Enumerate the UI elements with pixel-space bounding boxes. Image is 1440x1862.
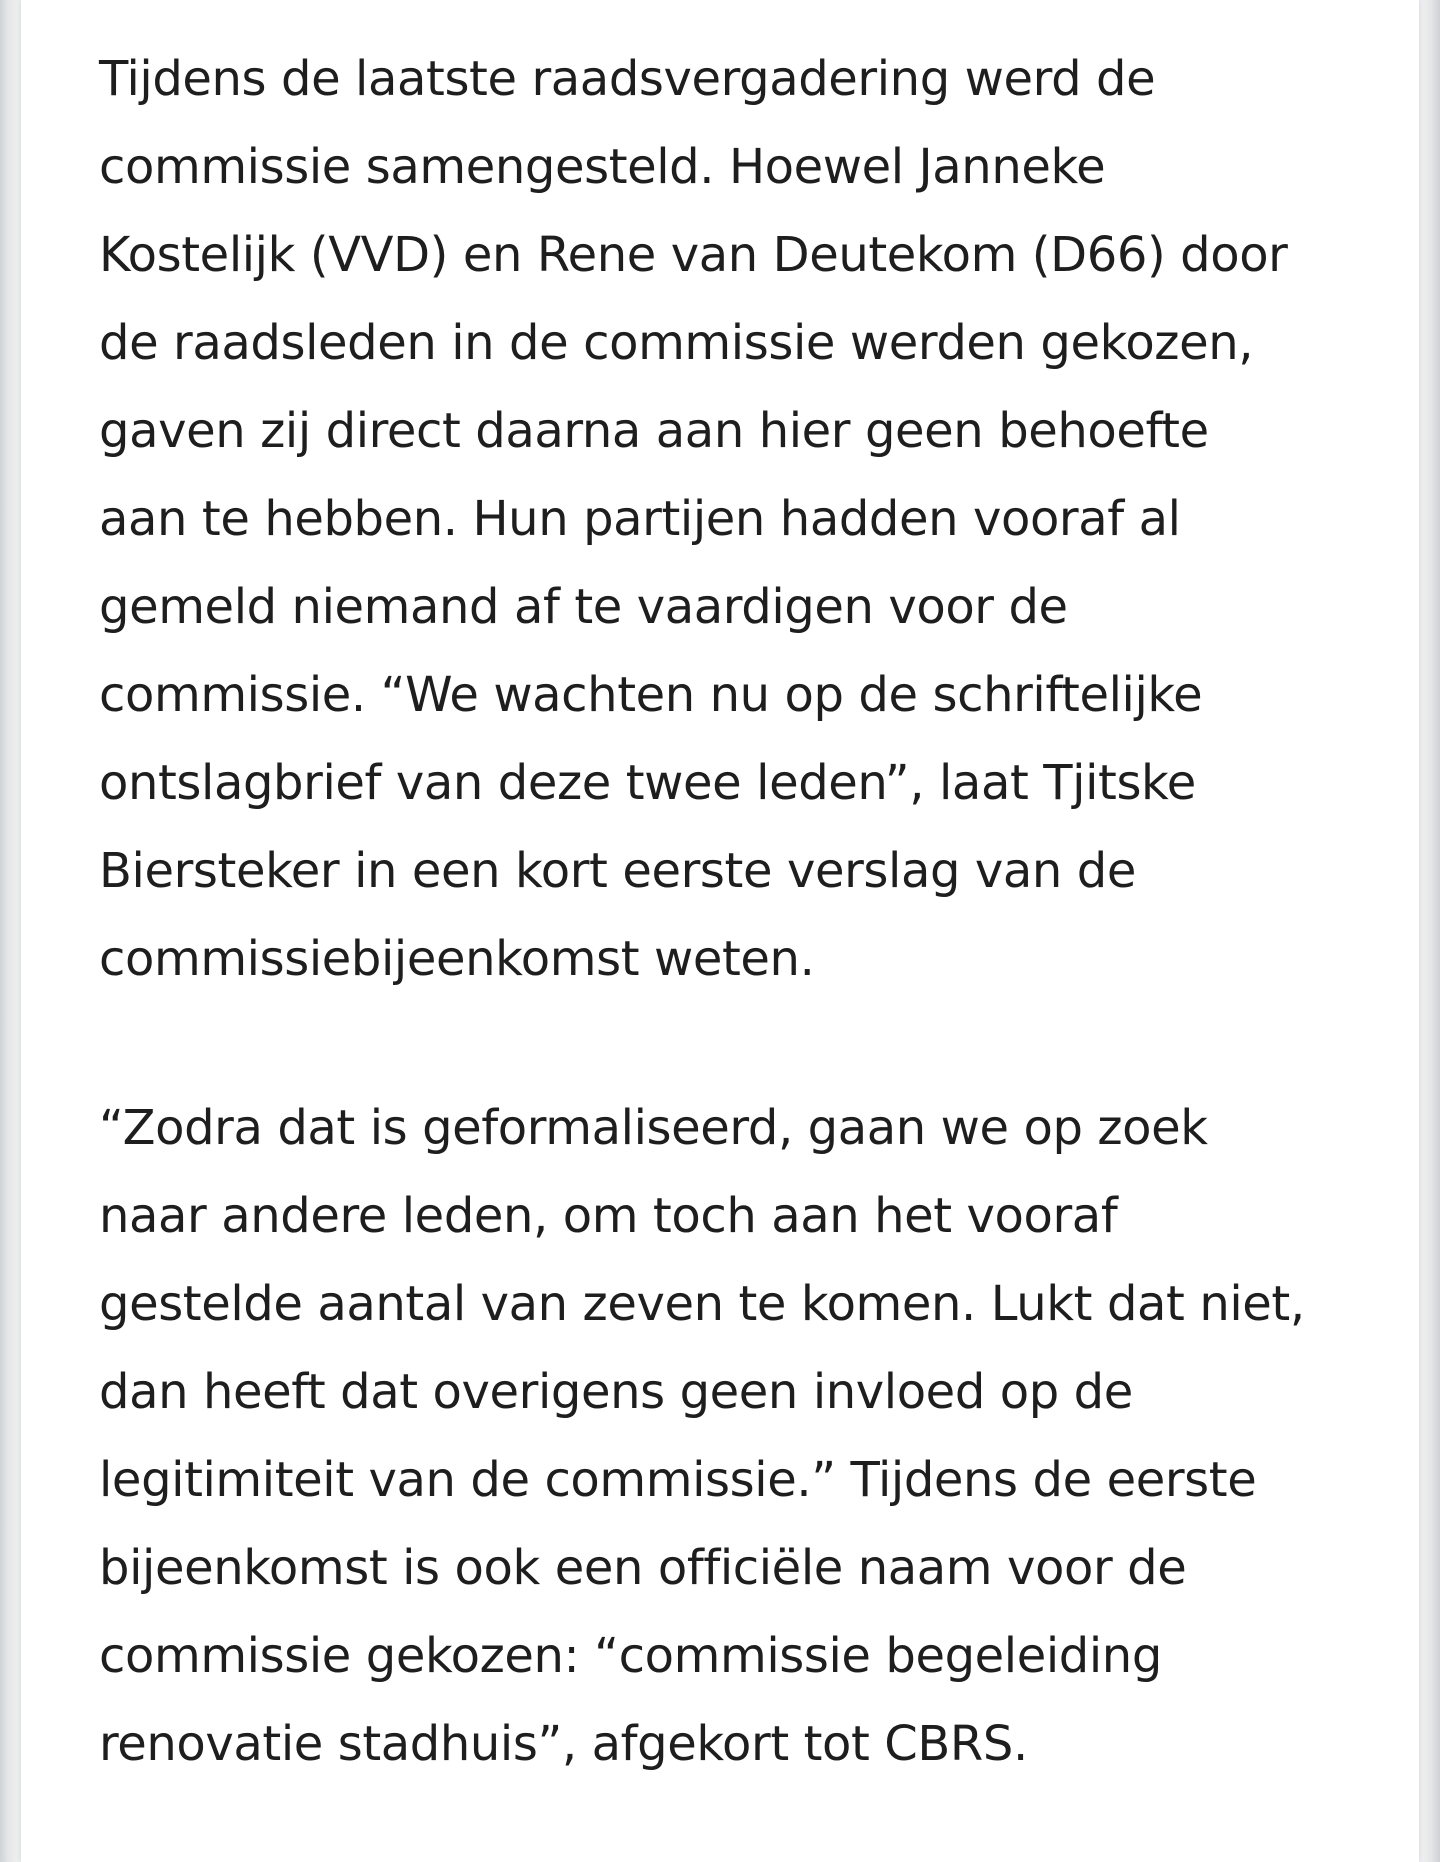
paragraph-1-line-6: aan te hebben. Hun partijen hadden vooraf al	[99, 491, 1181, 547]
paragraph-1-line-10: Biersteker in een kort eerste verslag van de	[99, 843, 1136, 899]
paragraph-1-line-5: gaven zij direct daarna aan hier geen behoefte	[99, 403, 1209, 459]
paragraph-1-line-3: Kostelijk (VVD) en Rene van Deutekom (D66) door	[99, 227, 1288, 283]
paragraph-2-line-1: “Zodra dat is geformaliseerd, gaan we op zoek	[99, 1100, 1208, 1156]
paragraph-2-line-4: dan heeft dat overigens geen invloed op de	[99, 1364, 1133, 1420]
paragraph-1-line-9: ontslagbrief van deze twee leden”, laat Tjitske	[99, 755, 1196, 811]
article-card	[21, 0, 1419, 1862]
paragraph-1-line-4: de raadsleden in de commissie werden gekozen,	[99, 315, 1254, 371]
paragraph-1-line-1: Tijdens de laatste raadsvergadering werd de	[99, 51, 1156, 107]
paragraph-1-line-11: commissiebijeenkomst weten.	[99, 931, 815, 987]
paragraph-2-line-8: renovatie stadhuis”, afgekort tot CBRS.	[99, 1716, 1028, 1772]
paragraph-2-line-3: gestelde aantal van zeven te komen. Lukt dat niet,	[99, 1276, 1305, 1332]
paragraph-2-line-6: bijeenkomst is ook een officiële naam voor de	[99, 1540, 1187, 1596]
article-paragraph-1	[99, 35, 1369, 1003]
paragraph-2-line-2: naar andere leden, om toch aan het vooraf	[99, 1188, 1118, 1244]
paragraph-1-line-8: commissie. “We wachten nu op de schriftelijke	[99, 667, 1203, 723]
article-paragraph-2	[99, 1084, 1369, 1788]
paragraph-2-line-5: legitimiteit van de commissie.” Tijdens de eerste	[99, 1452, 1257, 1508]
paragraph-1-line-2: commissie samengesteld. Hoewel Janneke	[99, 139, 1106, 195]
paragraph-2-line-7: commissie gekozen: “commissie begeleiding	[99, 1628, 1162, 1684]
paragraph-1-line-7: gemeld niemand af te vaardigen voor de	[99, 579, 1068, 635]
